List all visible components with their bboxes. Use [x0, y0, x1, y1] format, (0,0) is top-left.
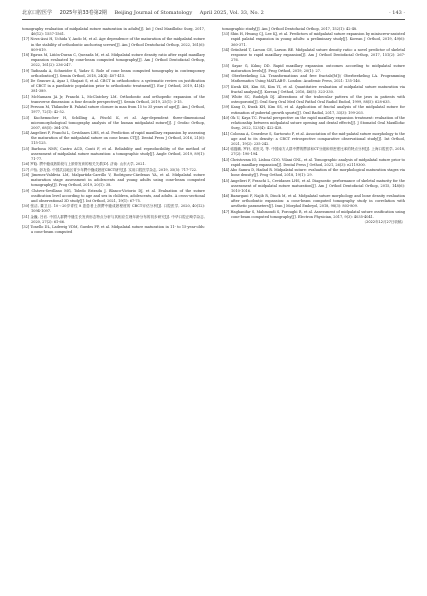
reference-entry: [18] Egawa M, Liñón-Duran C, Quezada M, et al. Midpalatal suture density ratio after rapid maxillary expansion evaluated by cone-beam computed tomography[J]. Am J Orthod Dentofacial Orthop, 2022, 161(2): 236-247.	[22, 53, 205, 68]
reference-entry: tomography evaluation of midpalatal suture maturation in adults[J]. Int J Oral Maxillofac Surg, 2017, 46(12): 1557-1561.	[22, 27, 205, 37]
reference-entry: [21] McNamara JA Jr, Franchi L, McClatchey LM. Orthodontic and orthopedic expansion of the transverse dimension: a four decade perspective[J]. Semin Orthod, 2019, 25(1): 3-15.	[22, 94, 205, 104]
journal-name-cn: 北京口腔医学	[22, 10, 53, 16]
received-date: （2022年12月27日收稿）	[362, 220, 405, 225]
reference-entry: [39] Kang D, Kwak KH, Kim SS, et al. Application of fractal analysis of the midpalatal suture for estimation of pubertal growth spurts[J]. Oral Radiol, 2017, 33(3): 199-203.	[222, 105, 405, 115]
journal-date: April 2025, Vol. 33, No. 2	[199, 10, 264, 16]
reference-entry: [44] Abo Samra D, Hadad R. Midpalatal suture: evaluation of the morphological maturation stages via bone density[J]. Prog Orthod, 2018, 19(1): 29.	[222, 168, 405, 178]
journal-name-en: Beijing Journal of Stomatology	[114, 10, 193, 16]
reference-entry: [31] 金巍, 吕岩. 中国人群腭中缝生长发育形态特点分析与其相应生理年龄分布的初步研究[J]. 中华口腔正畸学杂志, 2020, 27(2): 61-66.	[22, 214, 205, 224]
reference-entry: [34] Grünheid T, Larson CE, Larson BE. Midpalatal suture density ratio: a novel predictor of skeletal response to rapid maxillary expansion[J]. Am J Orthod Dentofacial Orthop, 2017, 151(2): 267-276.	[222, 47, 405, 63]
reference-entry: [46] Bazargani F, Najib R, Dinck M, et al. Midpalatal suture morphology and bone density evaluation after orthodontic expansion: a cone-beam computed tomography study in correlation with aesthetic parameters[J]. Iran J Morphol Embryol, 2018, 98(3): 803-809.	[222, 194, 405, 209]
reference-entry: [25] Barbosa NMV, Castro ACD, Conti F, et al. Reliability and reproducibility of the method of assessment of midpalatal suture maturation: a tomographic study[J]. Angle Orthod, 2019, 89(1): 71-77.	[22, 146, 205, 162]
reference-entry: [19] Tadinada A, Schneider S, Yadav S. Role of cone beam computed tomography in contemporary orthodontics[J]. Semin Orthod, 2018, 24(4): 407-415.	[22, 68, 205, 78]
references-left-column	[22, 27, 205, 236]
reference-entry: [23] Kuchemucher H, Schilling A, Pöschl K, et al. Age-dependent three-dimensional micromorphological tomography analysis of the human midpalatal suture[J]. J Orofac Orthop, 2007, 68(5): 364-376.	[22, 115, 205, 130]
reference-entry: [29] Chávez-Sevillano MG, Toledo Estrada J, Blanco-Victorio DJ, et al. Evaluation of the suture ossification level according to age and sex in children, adolescents, and adults. A cross-sectional and observational 3D study[J]. Int Orthod, 2021, 19(1): 67-75.	[22, 188, 205, 203]
references-right-column	[222, 27, 405, 226]
reference-entry: [36] Oberbeekeling LA. Transformations and free fractals[M]// Oberbeekeling LA. Programming Mathematics Using MATLAB®. London: Academic Press, 2021: 135-146.	[222, 74, 405, 84]
reference-entry: [35] Sayar G, Kılınç DD. Rapid maxillary expansion outcomes according to midpalatal suture maturation levels[J]. Prog Orthod, 2019, 20(1): 27.	[222, 63, 405, 73]
reference-entry: [42] 骆磊鹏, 罗轩, 邓世灵, 等. 中国南方人群中腭的腭部和CT分级和骨密度比率的特点分析[J]. 上海口腔医学, 2018, 27(2): 190-194.	[222, 147, 405, 157]
reference-entry: [28] Jimenez-Valdivia LM, Malpartida-Carrillo V, Rodriguez-Cárdenas YA, et al. Midpalatal suture maturation stage assessment in adolescents and young adults using cone-beam computed tomography[J]. Prog Orthod, 2019, 20(1): 38.	[22, 173, 205, 188]
journal-issue: 2025年第33卷第2期	[59, 10, 107, 16]
reference-entry: [33] Shin H, Hwang CJ, Lee KJ, et al. Predictors of midpalatal suture expansion by miniscrew-assisted rapid palatal expansion in young adults: a preliminary study[J]. Korean J Orthod, 2019, 49(6): 360-371.	[222, 32, 405, 47]
reference-entry: [27] 卢怡, 彭友俭. 中国武汉地区青少年腭中缝成熟度CBCT研究[J]. 实用口腔医学杂志, 2019, 35(5): 717-722.	[22, 167, 198, 172]
reference-entry: [22] Persson M, Thilander B. Palatal suture closure in man from 15 to 35 years of age[J]. Am J Orthod, 1977, 72(1): 42-52.	[22, 105, 205, 115]
page-number: · 143 ·	[389, 10, 405, 16]
reference-entry: [40] Ok U, Kaya TC. Fractal perspective on the rapid maxillary expansion treatment: evaluation of the relationship between midpalatal suture opening and dental effects[J]. J Stomatol Oral Maxillofac Surg, 2022, 123(4): 422-428.	[222, 115, 405, 131]
reference-entry: [38] White SC, Rudolph DJ. Alterations of the trabecular pattern of the jaws in patients with osteoporosis[J]. Oral Surg Oral Med Oral Pathol Oral Radiol Endod, 1999, 88(5): 628-635.	[222, 95, 405, 105]
reference-entry: [32] Tonello DL, Ladewig VDM, Guedes FP, et al. Midpalatal suture maturation in 11- to 15-year-olds: a cone-beam computed	[22, 225, 205, 235]
header-rule	[22, 19, 405, 20]
reference-entry: [24] Angelieri F, Franchi L, Cevidanes LHS, et al. Prediction of rapid maxillary expansion by assessing the maturation of the midpalatal suture on cone beam CT[J]. Dental Press J Orthod, 2016, 21(6): 115-125.	[22, 131, 205, 146]
reference-entry: [20] De Grauwe A, Ayaz I, Shujaat S, et al. CBCT in orthodontics: a systematic review on justification of CBCT in a paediatric population prior to orthodontic treatment[J]. Eur J Orthod, 2019, 41(4): 381-389.	[22, 79, 205, 94]
reference-entry: tomographic study[J]. Am J Orthod Dentofacial Orthop, 2017, 152(1): 42-48.	[222, 27, 358, 31]
reference-entry: [43] Christovam IO, Lisboa CDO, Vilani GNL, et al. Tomographic analysis of midpalatal suture prior to rapid maxillary expansion[J]. Dental Press J Orthod, 2021, 26(3): e2119300.	[222, 157, 405, 167]
reference-entry: [37] Kwak KH, Kim SS, Kim YI, et al. Quantitative evaluation of midpalatal suture maturation via fractal analysis[J]. Korean J Orthod, 2016, 46(5): 323-330.	[222, 84, 405, 94]
reference-entry: [26] 罗晗. 腭中缝成熟阶段与上颌骨发育的相关关系[D]. 济南: 山东大学, 2021.	[22, 162, 146, 167]
reference-entry: [30] 张洁, 董卫旦. 10～20岁青性 8 患患者上颌腭中缝成熟程度的 CBCT评估分析[J]. 口腔医学, 2020, 40(12): 1094-1097.	[22, 204, 205, 214]
reference-entry: [41] Colonna A, Cenedese S, Sartorato F, et al. Association of the mid-palatal suture morphology to the age and to its density: a CBCT retrospective comparative observational study[J]. Int Orthod, 2021, 19(2): 235-242.	[222, 131, 405, 146]
header-left	[22, 9, 270, 16]
reference-entry: [45] Angelieri F, Franchi L, Cevidanes LHS, et al. Diagnostic performance of skeletal maturity for the assessment of midpalatal suture maturation[J]. Am J Orthod Dentofacial Orthop, 2015, 148(6): 1010-1016.	[222, 178, 405, 193]
reference-entry: [47] Haghanifar S, Mahmoudi S, Foroughi R, et al. Assessment of midpalatal suture ossification using cone-beam computed tomography[J]. Electron Physician, 2017, 9(3): 4035-4041.	[222, 209, 405, 219]
running-header	[22, 9, 405, 16]
reference-entry: [17] Nova-Assi H, Uchida Y, Ando M, et al. Age dependence of the maturation of the midpalatal suture in the stability of orthodontic anchoring screws[J]. Am J Orthod Dentofacial Orthop, 2022, 161(6): 809-819.	[22, 37, 205, 52]
